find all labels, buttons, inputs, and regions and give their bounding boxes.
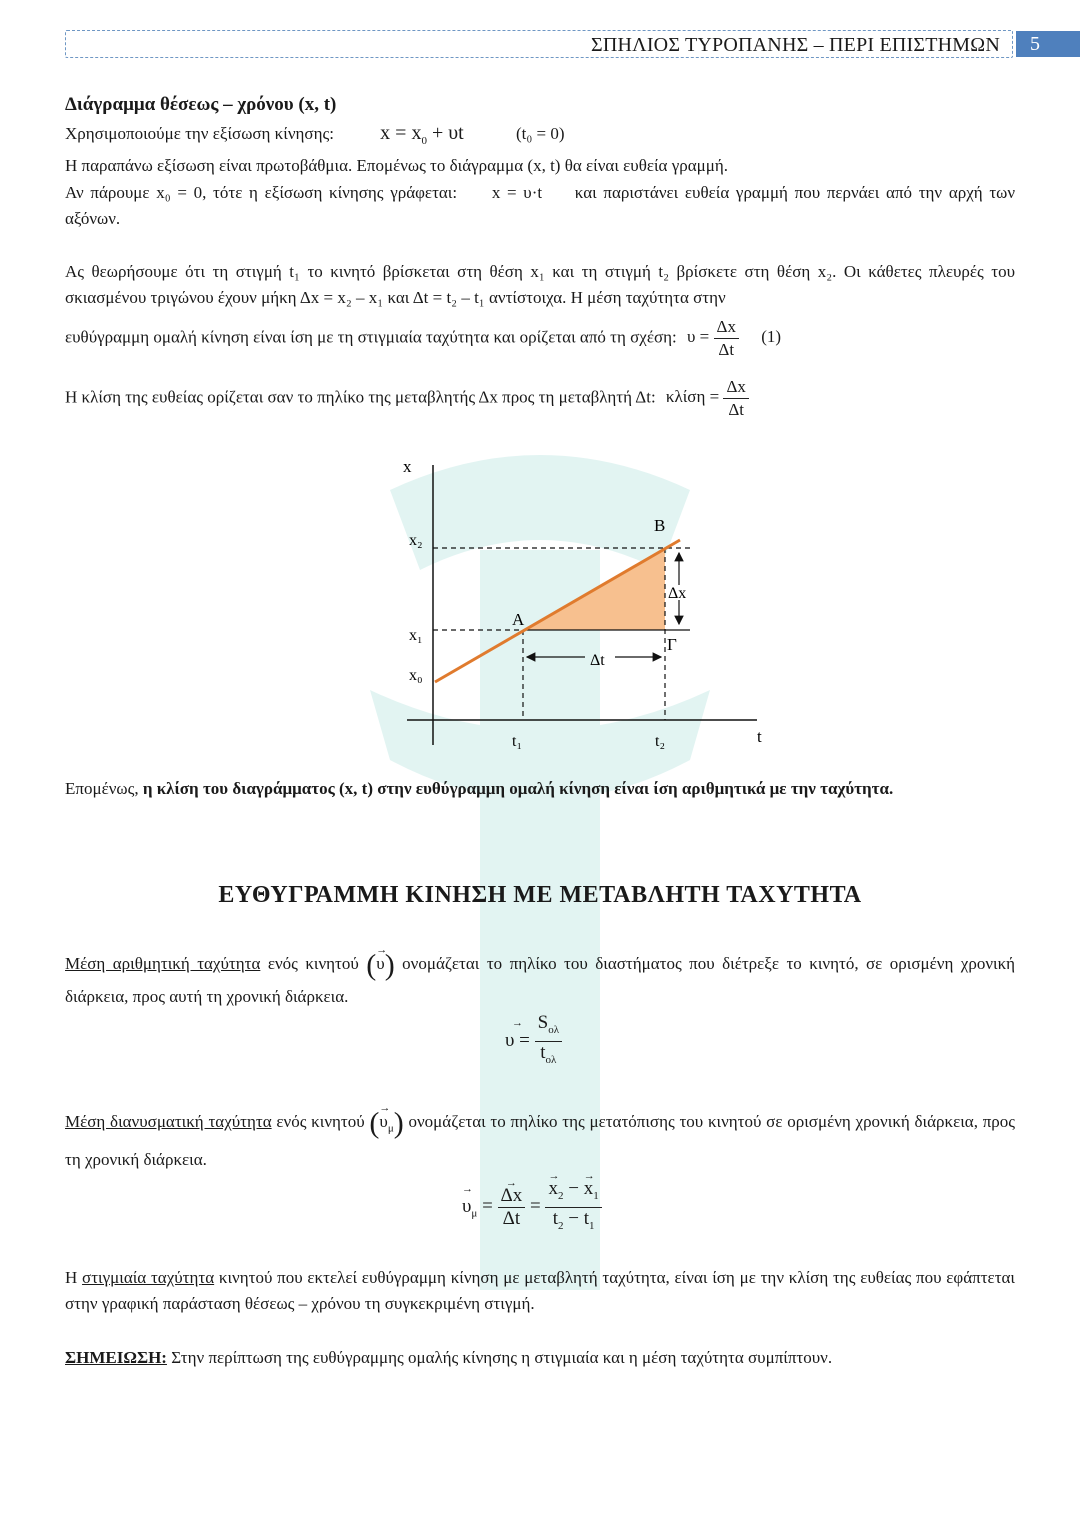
avg-speed-paragraph: Μέση αριθμητική ταχύτητα ενός κινητού (→ υ) ονομάζεται το πηλίκο του διαστήματος που διέτρεξε το κινητό, σε ορισμένη χρονική διάρκεια, προς αυτή τη χρονική διάρκεια. [65, 948, 1015, 1012]
note-paragraph: ΣΗΜΕΙΩΣΗ: Στην περίπτωση της ευθύγραμμης ομαλής κίνησης η στιγμιαία και η μέση ταχύτητα συμπίπτουν. [65, 1348, 833, 1367]
point-b: B [654, 516, 666, 535]
instantaneous-speed-paragraph: Η στιγμιαία ταχύτητα κινητού που εκτελεί ευθύγραμμη κίνηση με μεταβλητή ταχύτητα, είναι ίση με την κλίση της ευθείας που εφάπτεται στην γραφική παράσταση θέσεως – χρόνου τη συγκεκριμένη στιγμή. [65, 1268, 1015, 1313]
section-title: Διάγραμμα θέσεως – χρόνου (x, t) [65, 94, 337, 115]
header-title: ΣΠΗΛΙΟΣ ΤΥΡΟΠΑΝΗΣ – ΠΕΡΙ ΕΠΙΣΤΗΜΩΝ [590, 34, 1000, 56]
label-t1: t₁ [512, 733, 523, 750]
section-heading: ΕΥΘΥΓΡΑΜΜΗ ΚΙΝΗΣΗ ΜΕ ΜΕΤΑΒΛΗΤΗ ΤΑΧΥΤΗΤΑ [218, 882, 862, 908]
page-number: 5 [1016, 31, 1080, 57]
equation-label: (1) [761, 327, 782, 347]
motion-equation: $x = x_0 + \upsilon t$ [380, 122, 464, 147]
velocity-fraction: $\frac{\Delta x}{\Delta t}$ [714, 316, 739, 361]
vector-speed-paragraph: Μέση διανυσματική ταχύτητα ενός κινητού (→ $\upsilon_\mu$) ονομάζεται το πηλίκο της μετατόπισης του κινητού σε ορισμένη χρονική διάρκεια, προς τη χρονική διάρκεια. [65, 1106, 1015, 1175]
initial-condition: (t₀ = 0) [515, 124, 565, 143]
label-x1: x₁ [409, 627, 423, 644]
conclusion-paragraph: Επομένως, η κλίση του διαγράμματος (x, t) στην ευθύγραμμη ομαλή κίνηση είναι ίση αριθμητικά με την ταχύτητα. [65, 779, 894, 798]
label-x0: x₀ [409, 667, 423, 684]
vector-speed-equation: → $\upsilon_\mu$ = → $\frac{\Delta x}{\Delta t}$ = → $\frac{x_2 - \to x_1}{t_2 - t_1}$ [462, 1178, 602, 1237]
label-t2: t₂ [655, 733, 666, 750]
slope-definition: Η κλίση της ευθείας ορίζεται σαν το πηλίκο της μεταβλητής Δx προς τη μεταβλητή Δt: κλίση = $\frac{\Delta x}{\Delta t}$ [65, 376, 1015, 421]
note-label: ΣΗΜΕΙΩΣΗ: [65, 1348, 167, 1367]
velocity-definition: ευθύγραμμη ομαλή κίνηση είναι ίση με τη στιγμιαία ταχύτητα και ορίζεται από τη σχέση: υ = $\frac{\Delta x}{\Delta t}$ (1) [65, 317, 782, 359]
paragraph-linear: Η παραπάνω εξίσωση είναι πρωτοβάθμια. Επομένως το διάγραμμα (x, t) θα είναι ευθεία γραμμή. [65, 156, 728, 175]
label-dt: Δt [590, 652, 605, 669]
label-dx: Δx [668, 585, 687, 602]
avg-speed-equation: → υ = $\frac{S_{o\lambda}}{t_{o\lambda}}$ [505, 1012, 562, 1071]
slope-fraction: $\frac{\Delta x}{\Delta t}$ [723, 376, 748, 421]
point-g: Γ [667, 635, 677, 654]
paragraph-origin: Αν πάρουμε x₀ = 0, τότε η εξίσωση κίνησης γράφεται: x = υ·t και παριστάνει ευθεία γραμμή που περνάει από την αρχή των αξόνων. [65, 183, 1016, 228]
paragraph-triangle: Ας θεωρήσουμε ότι τη στιγμή t₁ το κινητό βρίσκεται στη θέση x₁ και τη στιγμή t₂ βρίσκετε στη θέση x₂. Οι κάθετες πλευρές του σκιασμένου τριγώνου έχουν μήκη Δx = x₂ – x₁ και Δt = t₂ – t₁ αντίστοιχα. Η μέση ταχύτητα στην [65, 262, 1015, 307]
label-x2: x₂ [409, 532, 423, 549]
axis-label-x: x [403, 457, 412, 476]
equation-intro: Χρησιμοποιούμε την εξίσωση κίνησης: [65, 124, 334, 143]
axis-label-t: t [757, 727, 762, 746]
point-a: A [512, 610, 525, 629]
